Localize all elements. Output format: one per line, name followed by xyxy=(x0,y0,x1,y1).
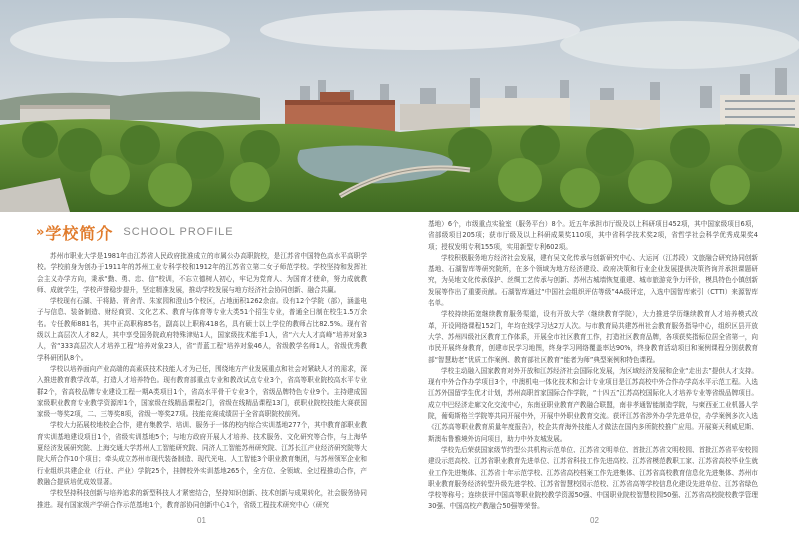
double-chevron-icon: » xyxy=(36,224,42,240)
paragraph: 学校大力拓展校地校企合作，建有集教学、培训、服务于一体的校内综合实训基地277个，其中教育部职业教育实训基地建设项目1个，省级实训基地5个；与地方政府开展人才培养、技术服务、文化研究等合作，与上海华夏经济发展研究院、上海交通大学苏州人工智能研究院、同济人工智能苏州研究院、江苏长江产业经济研究院等大院大所合作10个项目；牵头成立苏州市现代装备制造、现代光电、人工智能3个职业教育集团，与苏州领军企业和行业组织共建企业（行业、产业）学院25个，挂牌校外实训基地265个，全方位、全领域、全过程推动合作，产教融合提质培优成效显著。 xyxy=(37,421,367,486)
page-number-right: 02 xyxy=(590,516,599,525)
right-column-text xyxy=(428,219,758,513)
paragraph: 学校坚持科技创新与培养追求的新型科技人才紧密结合，坚持知识创新、技术创新与成果转化，社会服务协同推进。现有国家级产学研合作示范基地1个，教育部协同创新中心1个，省级工程技术研究中心（研究 xyxy=(37,489,367,509)
paragraph: 学校主动融入国家教育对外开放和江苏经济社会国际化发展，为区域经济发展和企业“走出去”提供人才支持。现有中外合作办学项目3个，中澳机电一体化技术和会计专业项目是江苏高校中外合作办学高水平示范工程。入选江苏外国留学生优才计划，苏州高职首家国际合作学院，“十四五”江苏高校国际化人才培养专业等省级品牌项目。成立中巴经济走廊文化交流中心，东南亚职业教育产教融合联盟，南非孝通智能制造学院，与柬西亚工业机器人学院，葡萄斯格兰学院等共同开展中外，开展中外职业教育交流。获评江苏省涉外办学先进单位，办学案例多次入选《江苏高等职业教育质量年度报告》，校企共育海外技能人才做法在国内多所院校推广应用。开展赛天利威尼斯、斯澳布鲁雅境外访问项目，助力中外友城发展。 xyxy=(428,366,758,443)
paragraph: 基地）6个，市级重点实验室（服务平台）8个。近五年承担市厅级及以上科研项目452项，其中国家级项目6项，省部级项目205项；获市厅级及以上科研成果奖110项，其中省科学技术奖2项，省哲学社会科学优秀成果奖4项；授权发明专利155项，实用新型专利602项。 xyxy=(428,220,758,251)
left-column-text xyxy=(37,251,367,511)
paragraph: 学校以培养面向产业高端的高素质技术技能人才为己任，围绕地方产业发展重点和社会对紧缺人才的需求，深入推进教育教学改革，打造人才培养特色。现有教育部重点专业和教改试点专业3个，省高等职业院校高水平专业群2个，省高校品牌专业建设工程一期A类项目1个，省高水平骨干专业3个，省级品牌特色专业9个。主持建成国家级职业教育专业教学资源库1个，国家级在线精品课程2门，省级在线精品课程13门，获职业院校技能大赛获国家级一等奖2项，二、三等奖8项，省级一等奖27项。技能竞赛成绩居于全省高职院校前列。 xyxy=(37,364,367,419)
paragraph: 学校积极服务地方经济社会发展，建有吴文化传承与创新研究中心、大运河（江苏段）文旅融合研究协同创新基地、石湖智库等研究院所，在多个领域为地方经济建设、政府决策和行业企业发展提供决策咨询并承担课题研究，为吴地文化传承保护、丝绸工艺传承与创新、苏州古城墙恢复重建、城市旅游竞争力评价，模具特色小镇创新发展等作出了重要贡献。石湖智库通过“中国社会组织评估等级”4A级评定，入选中国智库索引（CTTI）来源智库名单。 xyxy=(428,253,758,308)
paragraph: 苏州市职业大学是1981年由江苏省人民政府批准成立的市属公办高职院校，是江苏省中国特色高水平高职学校。学校前身为创办于1911年的苏州工业专科学校和1912年的江苏省立第二女子师范学校。学校坚持和发挥社会主义办学方向，秉承“勤、勇、忠、信”校训，不忘立德树人初心，牢记为党育人、为国育才使命，努力成就教师、成就学生，学校声誉稳步提升，坚定精准发展，推动学校发展与地方经济社会协同创新、融合共赢。 xyxy=(37,252,367,294)
section-subtitle: SCHOOL PROFILE xyxy=(123,226,234,238)
paragraph: 学校持续拓宽继续教育服务渠道，设有开放大学（继续教育学院），大力推进学历继续教育人才培养模式改革，开设网络课程152门，年均在线学习达2万人次。与市教育局共建苏州社会教育服务指导中心，组织区县开放大学、苏州四级社区教育工作体系，开展全市社区教育工作，打造社区教育品牌，各项获奖指标位居全省第一，向市民开展终身教育，创建市民学习地图，终身学习网络覆盖率达90%，终身教育活动项目和案例课程分别获教育部“智慧助老”优质工作案例、教育部社区教育“能者为师”典型案例和特色课程。 xyxy=(428,310,758,364)
campus-aerial-photo xyxy=(0,0,799,212)
section-header xyxy=(36,222,234,242)
page-number-left: 01 xyxy=(197,516,206,525)
paragraph: 学校现有石湖、干将路、胥舍青、朱家园和澄山5个校区，占地面积1262余亩。设有12个学院（部），涵盖电子与信息、装备制造、财经商贸、文化艺术、教育与体育等专业大类51个招生专业，普通全日制在校生1.5万余名。专任教师881名，其中正高职称85名，副高以上职称418名，具有硕士以上学位的教师占比82.5%。现有省级以上高层次人才82人，其中享受国务院政府特殊津贴1人，国家级技术能手1人，省“六大人才高峰”培养对象3人，省“333高层次人才培养工程”培养对象23人，省“青蓝工程”培养对象46人，省级教学名师1人，省级优秀教学科研团队8个。 xyxy=(37,297,367,362)
paragraph: 学校先后荣获国家级节约型公共机构示范单位、江苏省文明单位、首批江苏省文明校园、首批江苏省平安校园建设示范高校、江苏省职业教育先进单位、江苏省科技工作先进高校、江苏省模范教职工家、江苏省高校毕业生就业工作先进集体、江苏省十年示范学校、江苏省高校档案工作先进集体、江苏省高校教育信息化先进集体、苏州市职业教育服务经济转型升级先进学校、江苏省智慧校园示范校、江苏省高等学校信息化建设先进单位、江苏省绿色学校等称号；连续获评中国高等职业院校教学资源50强、中国职业院校智慧校园50强、江苏省高校院校教学管理30强、中国高校产教融合50强等荣誉。 xyxy=(428,445,758,511)
section-title: 学校简介 xyxy=(45,223,114,243)
